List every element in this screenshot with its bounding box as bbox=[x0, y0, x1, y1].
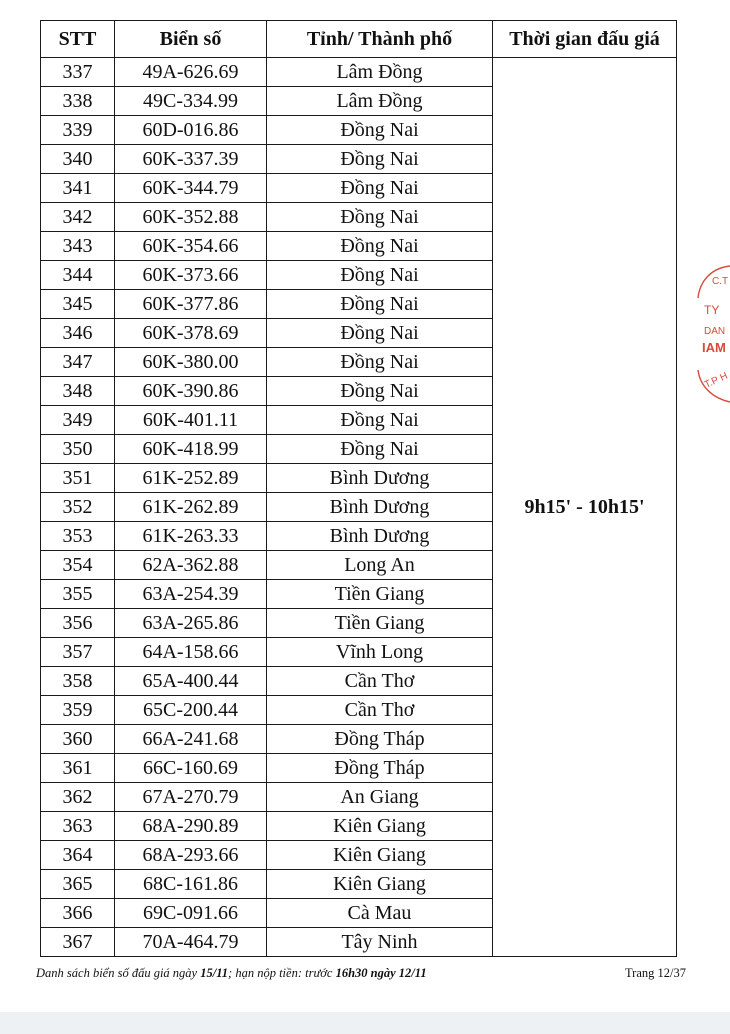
row-stt: 352 bbox=[41, 493, 115, 522]
row-plate-number: 60K-344.79 bbox=[115, 174, 267, 203]
row-province: Đồng Nai bbox=[267, 261, 493, 290]
stamp-text-5: T.P H bbox=[702, 370, 730, 391]
row-stt: 348 bbox=[41, 377, 115, 406]
row-stt: 339 bbox=[41, 116, 115, 145]
row-province: Đồng Tháp bbox=[267, 754, 493, 783]
row-province: Đồng Nai bbox=[267, 116, 493, 145]
header-stt: STT bbox=[41, 21, 115, 58]
row-province: Kiên Giang bbox=[267, 870, 493, 899]
row-plate-number: 60K-418.99 bbox=[115, 435, 267, 464]
row-plate-number: 65A-400.44 bbox=[115, 667, 267, 696]
row-plate-number: 68A-290.89 bbox=[115, 812, 267, 841]
row-stt: 356 bbox=[41, 609, 115, 638]
row-stt: 351 bbox=[41, 464, 115, 493]
row-stt: 338 bbox=[41, 87, 115, 116]
row-stt: 360 bbox=[41, 725, 115, 754]
row-stt: 359 bbox=[41, 696, 115, 725]
row-plate-number: 64A-158.66 bbox=[115, 638, 267, 667]
row-province: Đồng Nai bbox=[267, 203, 493, 232]
row-province: Đồng Nai bbox=[267, 319, 493, 348]
row-stt: 353 bbox=[41, 522, 115, 551]
row-plate-number: 66A-241.68 bbox=[115, 725, 267, 754]
row-stt: 362 bbox=[41, 783, 115, 812]
row-stt: 342 bbox=[41, 203, 115, 232]
row-plate-number: 68A-293.66 bbox=[115, 841, 267, 870]
row-stt: 354 bbox=[41, 551, 115, 580]
row-stt: 358 bbox=[41, 667, 115, 696]
row-plate-number: 60K-373.66 bbox=[115, 261, 267, 290]
row-province: Đồng Nai bbox=[267, 232, 493, 261]
row-stt: 355 bbox=[41, 580, 115, 609]
row-plate-number: 60K-337.39 bbox=[115, 145, 267, 174]
row-province: Đồng Tháp bbox=[267, 725, 493, 754]
row-province: Tiền Giang bbox=[267, 609, 493, 638]
row-plate-number: 65C-200.44 bbox=[115, 696, 267, 725]
table-body bbox=[41, 58, 677, 957]
row-stt: 364 bbox=[41, 841, 115, 870]
auction-time-cell: 9h15' - 10h15' bbox=[493, 58, 677, 957]
row-province: Kiên Giang bbox=[267, 841, 493, 870]
header-auction-time: Thời gian đấu giá bbox=[493, 21, 677, 58]
row-stt: 357 bbox=[41, 638, 115, 667]
row-plate-number: 67A-270.79 bbox=[115, 783, 267, 812]
row-province: Đồng Nai bbox=[267, 406, 493, 435]
header-plate: Biển số bbox=[115, 21, 267, 58]
row-stt: 365 bbox=[41, 870, 115, 899]
auction-plate-table bbox=[40, 20, 677, 957]
row-province: Tiền Giang bbox=[267, 580, 493, 609]
row-plate-number: 49C-334.99 bbox=[115, 87, 267, 116]
row-plate-number: 70A-464.79 bbox=[115, 928, 267, 957]
footer-auction-date: 15/11 bbox=[200, 966, 229, 980]
row-province: Kiên Giang bbox=[267, 812, 493, 841]
footer-text-2: ; hạn nộp tiền: trước bbox=[228, 966, 336, 980]
table-header-row bbox=[41, 21, 677, 58]
row-plate-number: 62A-362.88 bbox=[115, 551, 267, 580]
row-province: Cần Thơ bbox=[267, 667, 493, 696]
row-province: Đồng Nai bbox=[267, 348, 493, 377]
row-stt: 361 bbox=[41, 754, 115, 783]
row-province: Cà Mau bbox=[267, 899, 493, 928]
row-province: Bình Dương bbox=[267, 493, 493, 522]
page-number: Trang 12/37 bbox=[624, 966, 686, 980]
row-stt: 340 bbox=[41, 145, 115, 174]
row-stt: 347 bbox=[41, 348, 115, 377]
stamp-text-1: C.T bbox=[712, 276, 729, 287]
row-plate-number: 66C-160.69 bbox=[115, 754, 267, 783]
row-plate-number: 60K-378.69 bbox=[115, 319, 267, 348]
row-stt: 343 bbox=[41, 232, 115, 261]
row-plate-number: 60K-390.86 bbox=[115, 377, 267, 406]
row-stt: 344 bbox=[41, 261, 115, 290]
row-plate-number: 60K-401.11 bbox=[115, 406, 267, 435]
header-province: Tỉnh/ Thành phố bbox=[267, 21, 493, 58]
footer-payment-deadline: 16h30 ngày 12/11 bbox=[335, 966, 427, 980]
stamp-text-4: IAM bbox=[702, 340, 726, 355]
row-plate-number: 60K-380.00 bbox=[115, 348, 267, 377]
footer-note bbox=[36, 966, 427, 981]
row-plate-number: 60K-352.88 bbox=[115, 203, 267, 232]
company-seal-stamp bbox=[690, 262, 730, 412]
scan-bottom-band bbox=[0, 1012, 730, 1034]
row-province: Đồng Nai bbox=[267, 145, 493, 174]
footer-text-1: Danh sách biển số đấu giá ngày bbox=[36, 966, 201, 980]
row-stt: 363 bbox=[41, 812, 115, 841]
row-province: Đồng Nai bbox=[267, 377, 493, 406]
row-province: Cần Thơ bbox=[267, 696, 493, 725]
row-stt: 346 bbox=[41, 319, 115, 348]
row-stt: 345 bbox=[41, 290, 115, 319]
row-plate-number: 49A-626.69 bbox=[115, 58, 267, 87]
row-province: Vĩnh Long bbox=[267, 638, 493, 667]
row-plate-number: 60K-377.86 bbox=[115, 290, 267, 319]
row-plate-number: 69C-091.66 bbox=[115, 899, 267, 928]
stamp-text-2: TY bbox=[704, 303, 720, 317]
row-province: Đồng Nai bbox=[267, 435, 493, 464]
row-plate-number: 63A-254.39 bbox=[115, 580, 267, 609]
row-province: Bình Dương bbox=[267, 464, 493, 493]
table-row bbox=[41, 58, 677, 87]
row-stt: 337 bbox=[41, 58, 115, 87]
row-province: Bình Dương bbox=[267, 522, 493, 551]
stamp-text-3: DAN bbox=[704, 326, 726, 337]
row-stt: 349 bbox=[41, 406, 115, 435]
row-stt: 366 bbox=[41, 899, 115, 928]
row-province: Đồng Nai bbox=[267, 174, 493, 203]
row-province: Lâm Đồng bbox=[267, 58, 493, 87]
row-province: Đồng Nai bbox=[267, 290, 493, 319]
row-stt: 350 bbox=[41, 435, 115, 464]
row-plate-number: 60K-354.66 bbox=[115, 232, 267, 261]
row-plate-number: 60D-016.86 bbox=[115, 116, 267, 145]
row-plate-number: 63A-265.86 bbox=[115, 609, 267, 638]
row-plate-number: 61K-252.89 bbox=[115, 464, 267, 493]
row-plate-number: 61K-262.89 bbox=[115, 493, 267, 522]
row-province: Tây Ninh bbox=[267, 928, 493, 957]
row-province: An Giang bbox=[267, 783, 493, 812]
row-province: Long An bbox=[267, 551, 493, 580]
row-plate-number: 68C-161.86 bbox=[115, 870, 267, 899]
row-stt: 367 bbox=[41, 928, 115, 957]
row-province: Lâm Đồng bbox=[267, 87, 493, 116]
row-stt: 341 bbox=[41, 174, 115, 203]
row-plate-number: 61K-263.33 bbox=[115, 522, 267, 551]
